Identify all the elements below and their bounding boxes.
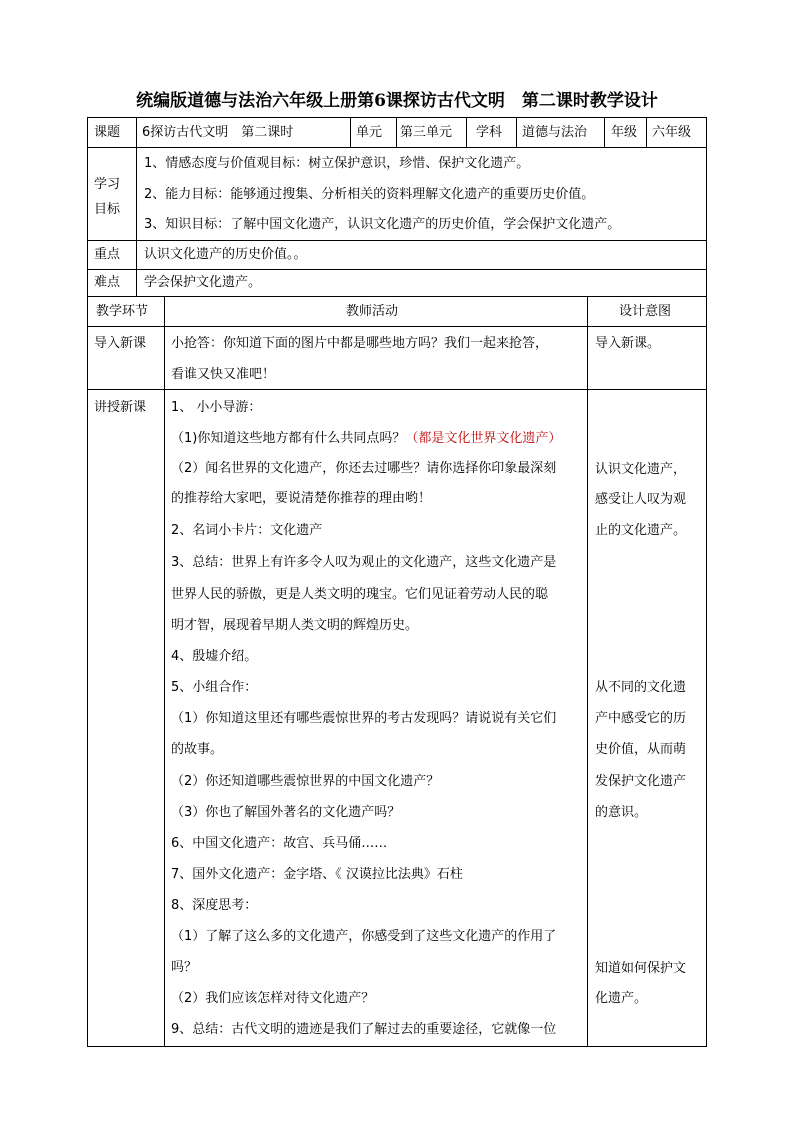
intent-line: 史价值，从而萌 — [595, 742, 687, 757]
activity-line: 世界人民的骄傲，更是人类文明的瑰宝。它们见证着劳动人民的聪 — [171, 587, 549, 602]
question-1-text: （1)你知道这些地方都有什么共同点吗？ — [171, 431, 406, 446]
intent-line: 发保护文化遗产 — [595, 774, 687, 789]
subject-label: 学科 — [476, 125, 503, 140]
activity-line: 4、殷墟介绍。 — [171, 649, 258, 664]
goals-label-line1: 学习 — [94, 177, 121, 192]
document-title: 统编版道德与法治六年级上册第6课探访古代文明 第二课时教学设计 — [136, 91, 658, 111]
unit-value: 第三单元 — [400, 125, 453, 140]
goal-item: 1、情感态度与价值观目标：树立保护意识，珍惜、保护文化遗产。 — [144, 156, 530, 171]
activity-line: 8、深度思考： — [171, 898, 258, 913]
intent-line: 化遗产。 — [595, 991, 648, 1006]
intent-line: 从不同的文化遗 — [595, 680, 687, 695]
activity-line: 的故事。 — [171, 742, 224, 757]
intent-line: 产中感受它的历 — [595, 711, 687, 726]
activity-line: 3、总结：世界上有许多令人叹为观止的文化遗产，这些文化遗产是 — [171, 555, 557, 570]
intent-line: 知道如何保护文 — [595, 961, 687, 976]
teach-stage: 讲授新课 — [94, 400, 147, 415]
header-design-intent: 设计意图 — [619, 304, 672, 319]
intent-line: 认识文化遗产， — [595, 462, 687, 477]
key-point-value: 认识文化遗产的历史价值。。 — [144, 247, 307, 262]
activity-line: 6、中国文化遗产：故宫、兵马俑…… — [171, 836, 388, 851]
header-teacher-activity: 教师活动 — [346, 304, 399, 319]
activity-line: （2）闻名世界的文化遗产，你还去过哪些？请你选择你印象最深刻 — [171, 461, 557, 476]
key-point-label: 重点 — [94, 247, 121, 262]
grade-label: 年级 — [611, 125, 638, 140]
goal-item: 2、能力目标：能够通过搜集、分析相关的资料理解文化遗产的重要历史价值。 — [144, 187, 595, 202]
activity-line: 的推荐给大家吧，要说清楚你推荐的理由哟！ — [171, 491, 432, 506]
activity-line: 7、国外文化遗产：金字塔、《 汉谟拉比法典》石柱 — [171, 867, 463, 882]
subject-value: 道德与法治 — [522, 125, 588, 140]
grade-value: 六年级 — [652, 125, 692, 140]
intro-intent: 导入新课。 — [595, 336, 661, 351]
activity-line: 明才智，展现着早期人类文明的辉煌历史。 — [171, 618, 419, 633]
activity-line: （2）你还知道哪些震惊世界的中国文化遗产？ — [171, 774, 440, 789]
activity-line: 1、 小小导游： — [171, 400, 262, 415]
unit-label: 单元 — [356, 125, 383, 140]
intent-line: 的意识。 — [595, 805, 648, 820]
goal-item: 3、知识目标：了解中国文化遗产，认识文化遗产的历史价值，学会保护文化遗产。 — [144, 217, 621, 232]
activity-line: （3）你也了解国外著名的文化遗产吗？ — [171, 805, 401, 820]
goals-label-line2: 目标 — [94, 202, 121, 217]
difficulty-value: 学会保护文化遗产。 — [144, 275, 262, 290]
intent-line: 感受让人叹为观 — [595, 492, 687, 507]
activity-question-1 — [171, 431, 561, 447]
header-stage: 教学环节 — [96, 304, 149, 319]
activity-line: 吗？ — [171, 960, 198, 975]
activity-line: 2、名词小卡片：文化遗产 — [171, 523, 323, 538]
topic-label: 课题 — [94, 125, 121, 140]
question-1-answer: （都是文化世界文化遗产） — [405, 431, 562, 446]
activity-line: （1）你知道这里还有哪些震惊世界的考古发现吗？请说说有关它们 — [171, 711, 557, 726]
intent-line: 止的文化遗产。 — [595, 523, 687, 538]
activity-line: 5、小组合作： — [171, 680, 258, 695]
activity-line: （2）我们应该怎样对待文化遗产？ — [171, 991, 375, 1006]
activity-line: 9、总结：古代文明的遗迹是我们了解过去的重要途径，它就像一位 — [171, 1022, 557, 1037]
intro-stage: 导入新课 — [94, 336, 147, 351]
activity-line: （1）了解了这么多的文化遗产，你感受到了这些文化遗产的作用了 — [171, 929, 557, 944]
difficulty-label: 难点 — [94, 275, 121, 290]
intro-line: 小抢答：你知道下面的图片中都是哪些地方吗？我们一起来抢答， — [171, 336, 549, 351]
topic-value: 6探访古代文明 第二课时 — [142, 125, 294, 140]
intro-line: 看谁又快又准吧！ — [171, 367, 276, 382]
